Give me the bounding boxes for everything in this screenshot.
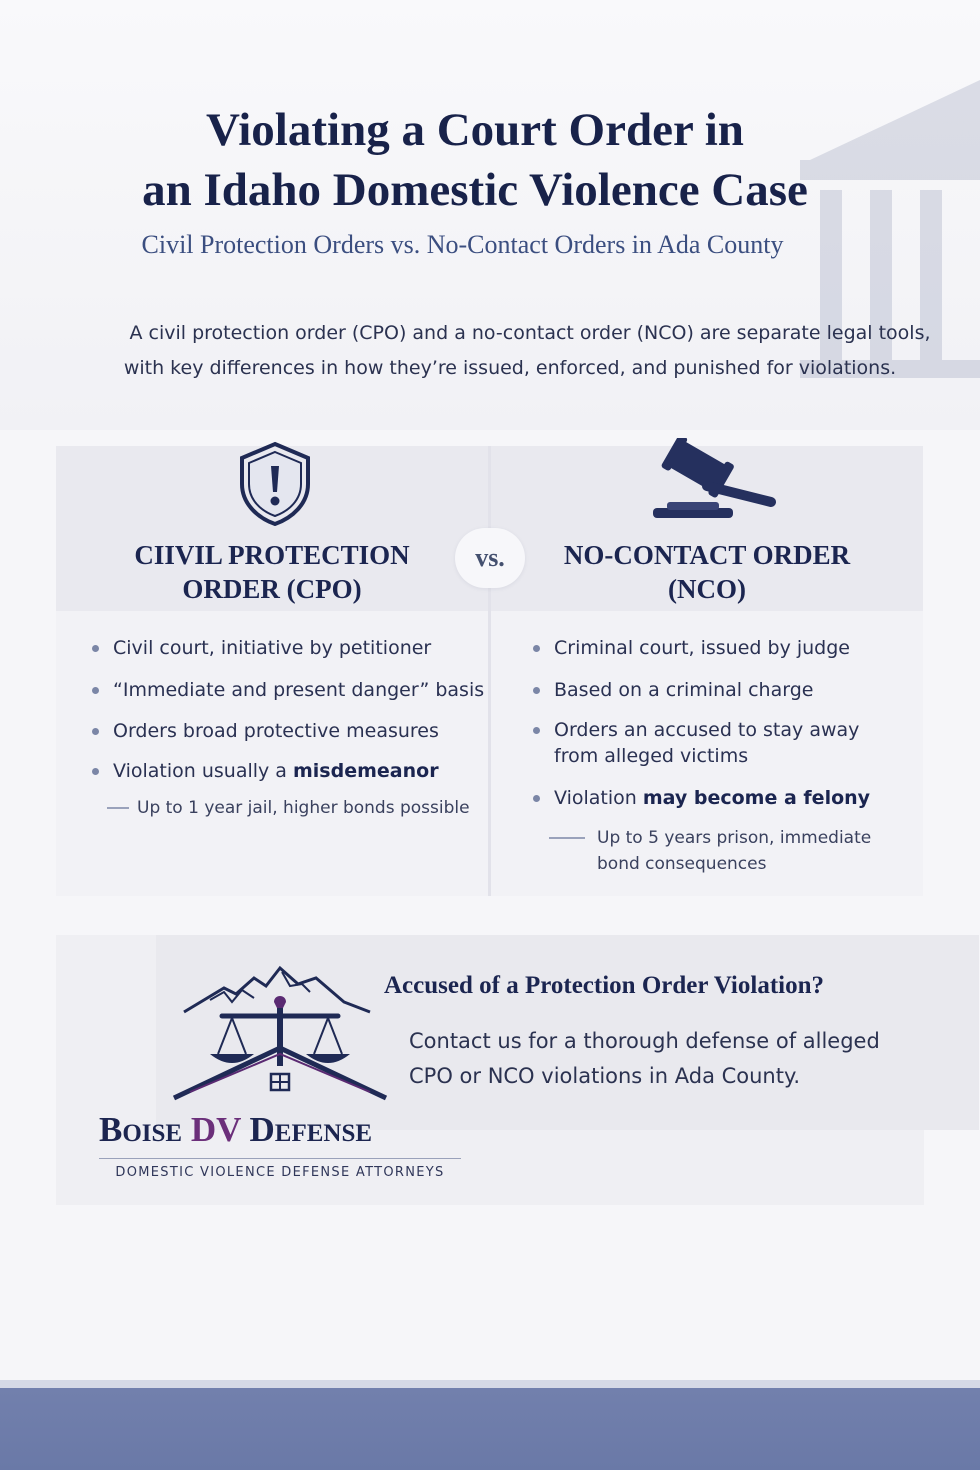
bullet-dot	[533, 727, 540, 734]
vs-badge: vs.	[455, 528, 525, 588]
intro-line-1: A civil protection order (CPO) and a no-contact order (NCO) are separate legal tools,	[129, 322, 931, 344]
cpo-heading	[56, 538, 488, 606]
nco-violation-level: may become a felony	[642, 787, 871, 809]
dash-line	[549, 837, 585, 839]
nco-heading	[491, 538, 923, 606]
page-title	[0, 100, 950, 220]
page-subtitle: Civil Protection Orders vs. No-Contact Orders in Ada County	[141, 230, 784, 259]
nco-item: Based on a criminal charge	[554, 677, 813, 703]
bullet-dot	[92, 728, 99, 735]
cpo-heading-line-1: CIIVIL PROTECTION	[134, 540, 410, 570]
intro-line-2: with key differences in how they’re issued, enforced, and punished for violations.	[123, 357, 897, 379]
cpo-panel	[56, 446, 488, 896]
cpo-item: Orders broad protective measures	[113, 718, 439, 744]
cta-text	[409, 1024, 909, 1094]
nco-item: Criminal court, issued by judge	[554, 635, 850, 661]
brand-name	[99, 1110, 461, 1150]
bullet-dot	[533, 687, 540, 694]
brand-name-part-1: Boise	[99, 1110, 191, 1149]
cpo-item: Civil court, initiative by petitioner	[113, 635, 431, 661]
shield-exclamation-icon	[238, 440, 312, 526]
dash-line	[107, 807, 129, 809]
nco-item: Orders an accused to stay away from alleged victims	[554, 717, 859, 769]
cpo-heading-line-2: ORDER (CPO)	[182, 574, 362, 604]
title-line-1: Violating a Court Order in	[206, 104, 744, 156]
cpo-violation-level: misdemeanor	[293, 760, 439, 782]
bullet-dot	[533, 795, 540, 802]
cpo-violation-item: Violation usually a misdemeanor	[113, 758, 439, 784]
nco-heading-line-2: (NCO)	[668, 574, 746, 604]
intro-paragraph	[60, 316, 960, 386]
bullet-dot	[92, 645, 99, 652]
cta-text-line-2: CPO or NCO violations in Ada County.	[409, 1064, 801, 1088]
brand-name-accent: DV	[190, 1110, 241, 1149]
bullet-dot	[533, 645, 540, 652]
brand-name-part-2: Defense	[240, 1110, 373, 1149]
nco-panel	[491, 446, 923, 896]
gavel-icon	[649, 438, 781, 524]
nco-violation-item: Violation may become a felony	[554, 785, 870, 811]
footer-divider	[0, 1380, 980, 1388]
nco-penalty: Up to 5 years prison, immediate bond consequences	[597, 825, 871, 877]
cta-title: Accused of a Protection Order Violation?	[384, 972, 824, 999]
footer-band	[0, 1388, 980, 1470]
cpo-penalty: Up to 1 year jail, higher bonds possible	[137, 795, 470, 821]
mountain-scales-house-icon	[170, 962, 390, 1107]
nco-heading-line-1: NO-CONTACT ORDER	[563, 540, 851, 570]
bullet-dot	[92, 768, 99, 775]
bullet-dot	[92, 687, 99, 694]
brand-tagline: DOMESTIC VIOLENCE DEFENSE ATTORNEYS	[99, 1158, 461, 1180]
title-line-2: an Idaho Domestic Violence Case	[142, 164, 808, 216]
cpo-item: “Immediate and present danger” basis	[113, 677, 484, 703]
cta-text-line-1: Contact us for a thorough defense of alleged	[409, 1029, 880, 1053]
